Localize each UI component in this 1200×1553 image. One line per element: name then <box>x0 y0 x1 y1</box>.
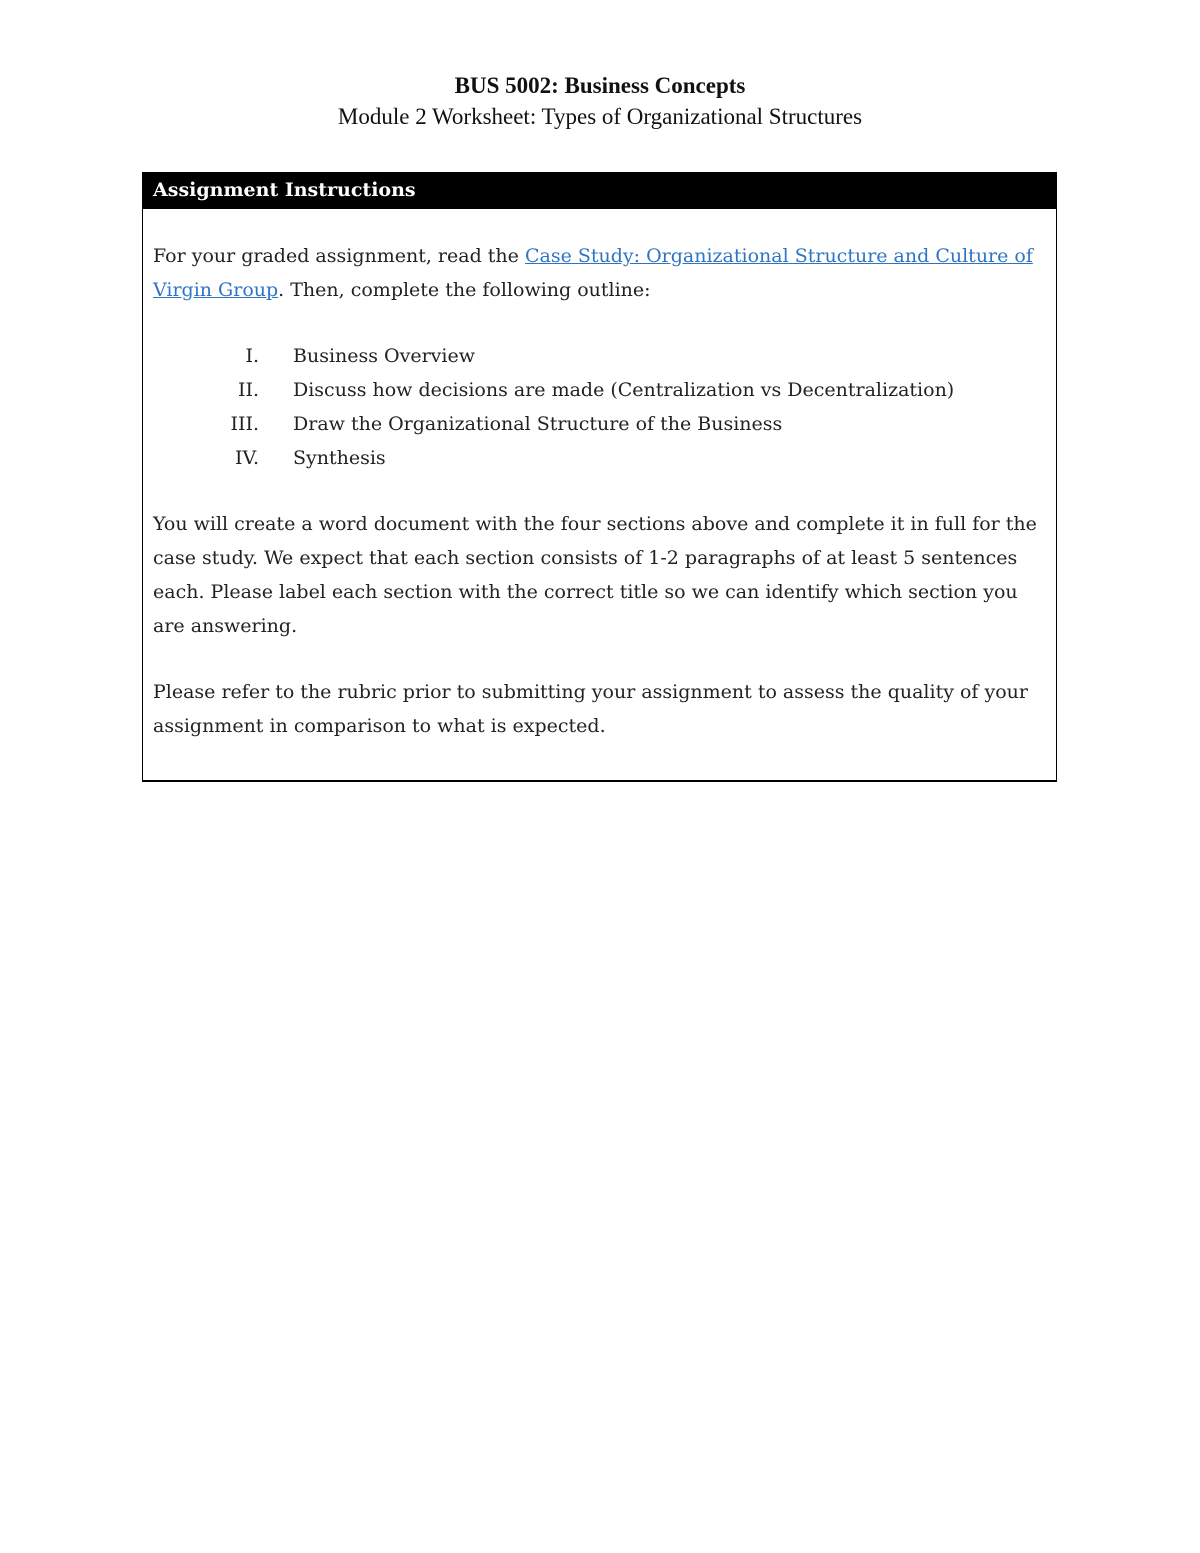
outline-item <box>153 373 1046 407</box>
intro-paragraph <box>153 239 1046 307</box>
outline-text: Business Overview <box>293 345 476 367</box>
assignment-instructions-heading: Assignment Instructions <box>143 173 1056 209</box>
outline-numeral: I. <box>245 345 259 367</box>
outline-item <box>153 339 1046 373</box>
outline-numeral: IV. <box>235 447 259 469</box>
document-header <box>0 70 1200 132</box>
outline-text: Draw the Organizational Structure of the Business <box>293 413 783 435</box>
outline-numeral: II. <box>237 379 259 401</box>
document-subtitle: Module 2 Worksheet: Types of Organizational Structures <box>337 104 863 129</box>
outline-text: Synthesis <box>293 447 386 469</box>
outline-item <box>153 407 1046 441</box>
rubric-paragraph: Please refer to the rubric prior to submitting your assignment to assess the quality of your assignment in comparison to what is expected. <box>153 681 1028 737</box>
requirements-paragraph: You will create a word document with the four sections above and complete it in full for the case study. We expect that each section consists of 1-2 paragraphs of at least 5 sentences each. Please label each section with the correct title so we can identify which section you are answering. <box>153 513 1037 637</box>
outline-numeral: III. <box>230 413 259 435</box>
outline-item <box>153 441 1046 475</box>
document-title: BUS 5002: Business Concepts <box>454 73 746 98</box>
intro-text-before-link: For your graded assignment, read the <box>153 245 525 267</box>
outline-list <box>153 339 1046 475</box>
case-study-link[interactable]: Case Study: Organizational Structure and Culture of Virgin Group <box>153 245 1033 301</box>
assignment-instructions-body <box>143 209 1056 743</box>
assignment-instructions-box <box>142 172 1057 782</box>
intro-text-after-link: . Then, complete the following outline: <box>278 279 651 301</box>
outline-text: Discuss how decisions are made (Centralization vs Decentralization) <box>293 379 955 401</box>
